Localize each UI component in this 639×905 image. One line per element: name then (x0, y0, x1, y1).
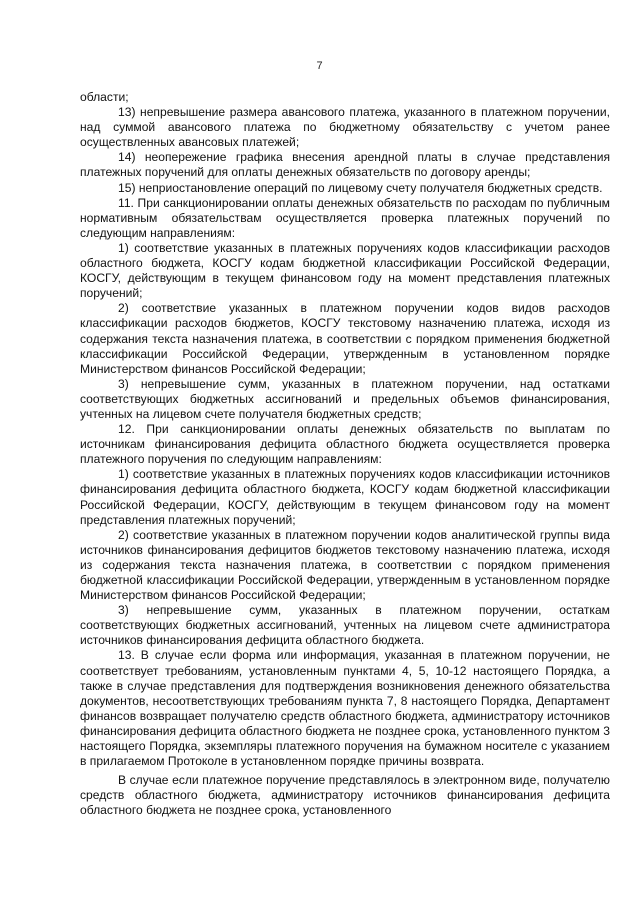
page-number: 7 (316, 60, 323, 72)
paragraph-section-12-item-3: 3) непревышение сумм, указанных в платежном поручении, остаткам соответствующих бюджетных ассигнований, учтенных на лицевом счете администратора источников финансирования дефицита областного бюджета. (80, 603, 610, 648)
paragraph-section-13: 13. В случае если форма или информация, указанная в платежном поручении, не соответствует требованиям, установленным пунктами 4, 5, 10-12 настоящего Порядка, а также в случае представления для подтверждения возникновения денежного обязательства документов, несоответствующих требованиям пункта 7, 8 настоящего Порядка, Департамент финансов возвращает получателю средств областного бюджета, администратору источников финансирования дефицита областного бюджета не позднее срока, установленного пунктом 3 настоящего Порядка, экземпляры платежного поручения на бумажном носителе с указанием в прилагаемом Протоколе в установленном порядке причины возврата. (80, 648, 610, 769)
paragraph-section-11: 11. При санкционировании оплаты денежных обязательств по расходам по публичным нормативным обязательствам осуществляется проверка платежных поручений по следующим направлениям: (80, 195, 610, 240)
paragraph-section-11-item-1: 1) соответствие указанных в платежных поручениях кодов классификации расходов областного бюджета, КОСГУ кодам бюджетной классификации Российской Федерации, КОСГУ, действующим в текущем финансовом году на момент представления платежных поручений; (80, 240, 610, 301)
paragraph-item-15: 15) неприостановление операций по лицевому счету получателя бюджетных средств. (118, 180, 603, 195)
paragraph-continuation: области; (80, 90, 129, 104)
paragraph-electronic-case: В случае если платежное поручение представлялось в электронном виде, получателю средств областного бюджета, администратору источников финансирования дефицита областного бюджета не позднее срока, установленного (80, 773, 610, 818)
paragraph-section-11-item-2: 2) соответствие указанных в платежном поручении кодов видов расходов классификации расходов бюджетов, КОСГУ текстовому назначению платежа, исходя из содержания текста назначения платежа, в соответствии с порядком применения бюджетной классификации Российской Федерации, утвержденным в установленном порядке Министерством финансов Российской Федерации; (80, 301, 610, 376)
document-body (80, 90, 610, 819)
paragraph-section-12-item-1: 1) соответствие указанных в платежных поручениях кодов классификации источников финансирования дефицита областного бюджета, КОСГУ кодам бюджетной классификации Российской Федерации, КОСГУ, действующим в текущем финансовом году на момент представления платежных поручений; (80, 467, 610, 527)
paragraph-item-14: 14) неопережение графика внесения арендной платы в случае представления платежных поручений для оплаты денежных обязательств по договору аренды; (80, 150, 610, 180)
paragraph-item-13: 13) непревышение размера авансового платежа, указанного в платежном поручении, над суммой авансового платежа по бюджетному обязательству с учетом ранее осуществленных авансовых платежей; (80, 105, 610, 150)
paragraph-section-11-item-3: 3) непревышение сумм, указанных в платежном поручении, над остатками соответствующих бюджетных ассигнований и предельных объемов финансирования, учтенных на лицевом счете получателя бюджетных средств; (80, 376, 610, 421)
paragraph-section-12-item-2: 2) соответствие указанных в платежном поручении кодов аналитической группы вида источников финансирования дефицитов бюджетов текстовому назначению платежа, исходя из содержания текста назначения платежа, в соответствии с порядком применения бюджетной классификации Российской Федерации, утвержденным в установленном порядке Министерством финансов Российской Федерации; (80, 527, 610, 603)
paragraph-section-12: 12. При санкционировании оплаты денежных обязательств по выплатам по источникам финансирования дефицита областного бюджета осуществляется проверка платежного поручения по следующим направлениям: (80, 422, 610, 467)
